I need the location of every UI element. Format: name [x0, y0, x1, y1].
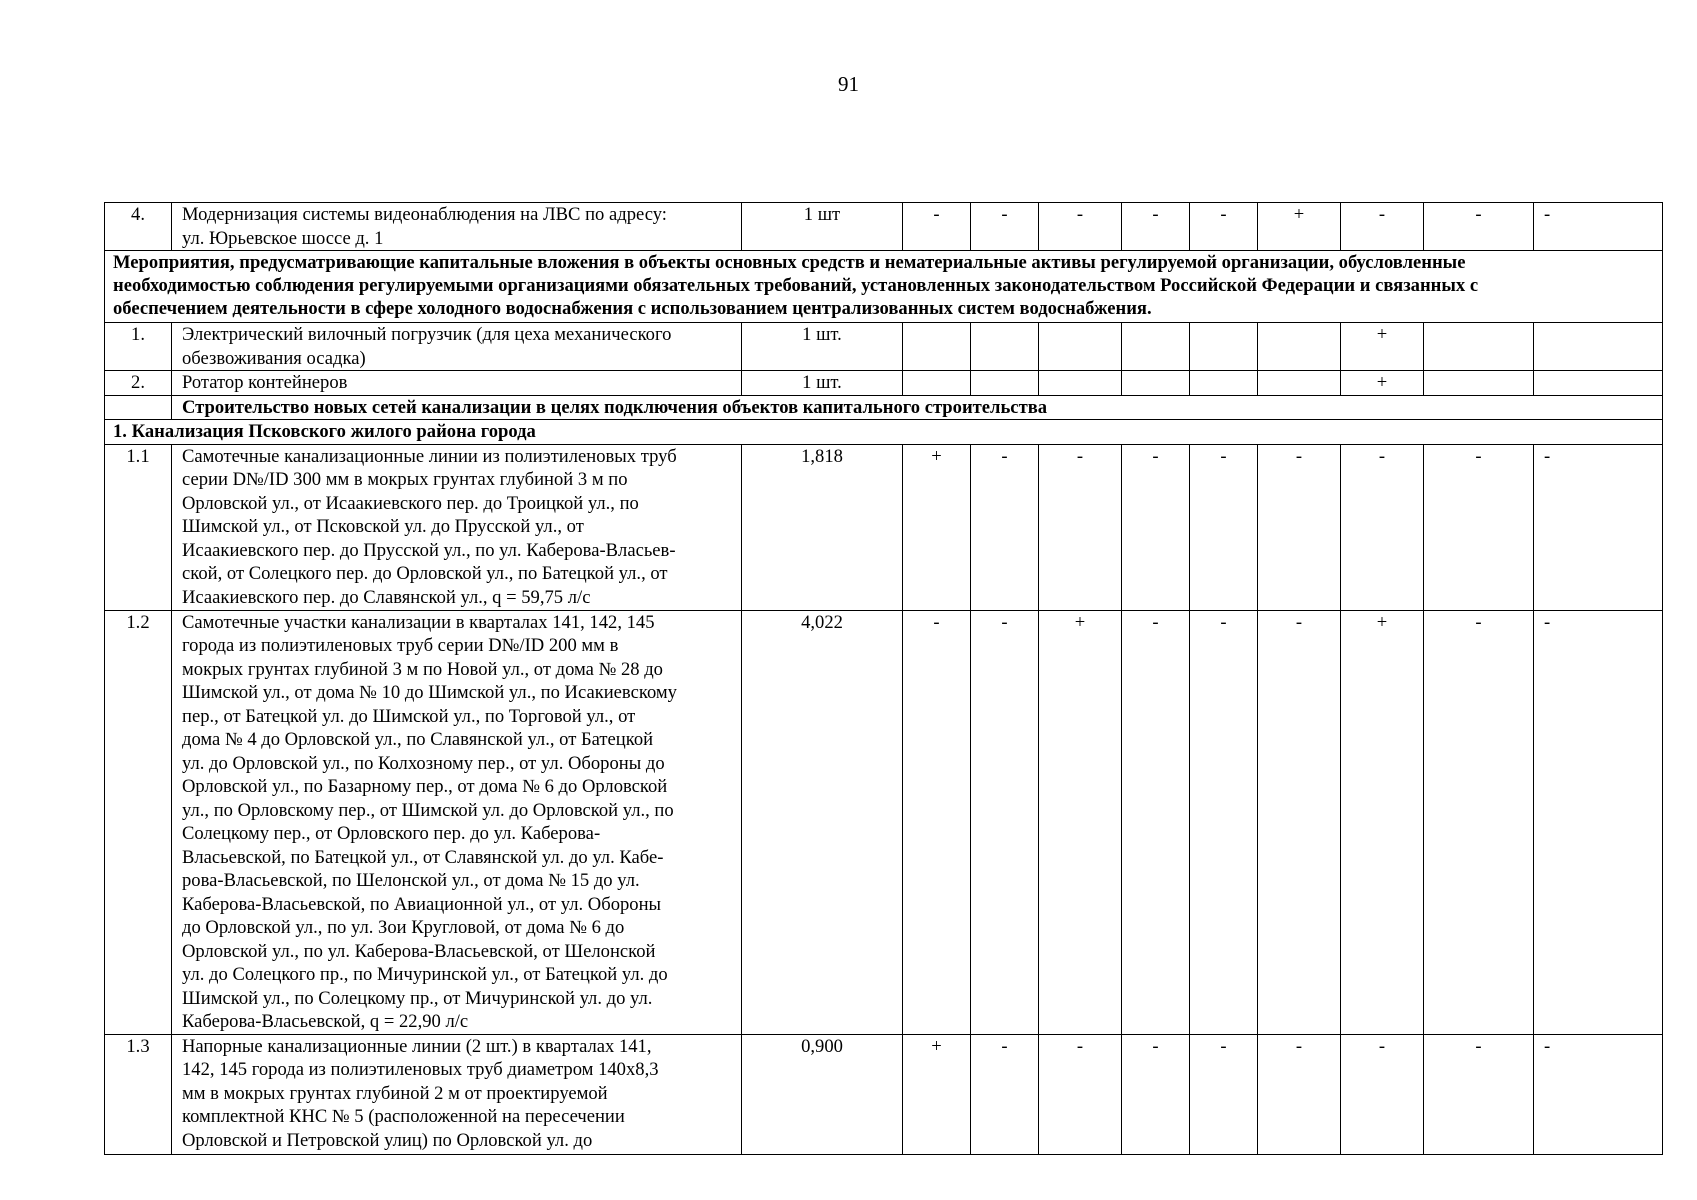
- year-mark-cell: -: [1424, 1034, 1534, 1154]
- year-mark-cell: -: [1258, 610, 1341, 1034]
- section-heading-line: Мероприятия, предусматривающие капитальные вложения в объекты основных средств и нематериальные активы регулируемой организации, обусловленные: [113, 252, 1466, 273]
- year-mark-cell: [903, 323, 971, 371]
- year-mark-cell: -: [1341, 203, 1424, 251]
- table-row: [105, 203, 1663, 251]
- description-line: ул. до Солецкого пр., по Мичуринской ул., от Батецкой ул. до: [182, 964, 668, 985]
- year-mark-cell: [1534, 323, 1663, 371]
- year-mark-cell: -: [1534, 1034, 1663, 1154]
- year-mark-cell: -: [1341, 1034, 1424, 1154]
- description-line: Электрический вилочный погрузчик (для цеха механического: [182, 324, 672, 345]
- description-line: Ротатор контейнеров: [182, 372, 348, 393]
- description-line: Орловской ул., от Исаакиевского пер. до Троицкой ул., по: [182, 492, 639, 514]
- item-description: [172, 610, 742, 1034]
- year-mark-cell: +: [1341, 610, 1424, 1034]
- year-mark-cell: [1122, 371, 1190, 396]
- description-line: Шимской ул., от Псковской ул. до Прусской ул., от: [182, 516, 584, 537]
- description-line: мокрых грунтах глубиной 3 м по Новой ул., от дома № 28 до: [182, 658, 663, 680]
- description-line: Власьевской, по Батецкой ул., от Славянской ул. до ул. Кабе-: [182, 846, 664, 868]
- table-row: [105, 323, 1663, 371]
- description-line: Каберова-Власьевской, по Авиационной ул., от ул. Обороны: [182, 893, 662, 915]
- year-mark-cell: [1258, 371, 1341, 396]
- year-mark-cell: -: [1424, 203, 1534, 251]
- year-mark-cell: [1424, 371, 1534, 396]
- investment-program-table: [104, 202, 1663, 1155]
- year-mark-cell: +: [903, 444, 971, 610]
- item-description: [172, 371, 742, 396]
- section-heading-row: [105, 251, 1663, 323]
- description-line: серии D№/ID 300 мм в мокрых грунтах глубиной 3 м по: [182, 469, 628, 490]
- year-mark-cell: [1039, 323, 1122, 371]
- row-number: 1.3: [105, 1034, 172, 1154]
- year-mark-cell: -: [1534, 610, 1663, 1034]
- year-mark-cell: -: [1039, 444, 1122, 610]
- year-mark-cell: [1424, 323, 1534, 371]
- item-quantity: 4,022: [742, 610, 903, 1034]
- year-mark-cell: [1190, 371, 1258, 396]
- section-heading: [105, 251, 1663, 323]
- item-quantity: 1 шт: [742, 203, 903, 251]
- year-mark-cell: -: [1122, 444, 1190, 610]
- year-mark-cell: [971, 371, 1039, 396]
- year-mark-cell: -: [1122, 203, 1190, 251]
- description-line: Орловской ул., по ул. Каберова-Власьевской, от Шелонской: [182, 940, 656, 962]
- item-quantity: 1 шт.: [742, 323, 903, 371]
- year-mark-cell: -: [1190, 1034, 1258, 1154]
- description-line: Модернизация системы видеонаблюдения на ЛВС по адресу:: [182, 204, 667, 225]
- description-line: Шимской ул., по Солецкому пр., от Мичуринской ул. до ул.: [182, 987, 653, 1009]
- item-quantity: 1,818: [742, 444, 903, 610]
- description-line: ул., по Орловскому пер., от Шимской ул. до Орловской ул., по: [182, 799, 674, 821]
- description-line: обезвоживания осадка): [182, 347, 366, 369]
- description-line: Исаакиевского пер. до Прусской ул., по ул. Каберова-Власьев-: [182, 539, 676, 561]
- table-row: [105, 371, 1663, 396]
- row-number: 1.1: [105, 444, 172, 610]
- row-number: 1.2: [105, 610, 172, 1034]
- description-line: мм в мокрых грунтах глубиной 2 м от проектируемой: [182, 1082, 608, 1104]
- year-mark-cell: +: [1341, 323, 1424, 371]
- year-mark-cell: -: [971, 1034, 1039, 1154]
- description-line: Самотечные участки канализации в кварталах 141, 142, 145: [182, 611, 655, 633]
- table-row: [105, 1034, 1663, 1154]
- description-line: Шимской ул., от дома № 10 до Шимской ул., по Исакиевскому: [182, 682, 677, 703]
- description-line: рова-Власьевской, по Шелонской ул., от дома № 15 до ул.: [182, 870, 640, 891]
- group-heading-row: [105, 420, 1663, 445]
- row-number: 1.: [105, 323, 172, 371]
- group-heading: 1. Канализация Псковского жилого района города: [105, 420, 1663, 445]
- item-quantity: 1 шт.: [742, 371, 903, 396]
- row-number: 4.: [105, 203, 172, 251]
- description-line: города из полиэтиленовых труб серии D№/ID 200 мм в: [182, 635, 619, 656]
- description-line: Орловской и Петровской улиц) по Орловской ул. до: [182, 1129, 593, 1151]
- description-line: ул. Юрьевское шоссе д. 1: [182, 227, 384, 249]
- year-mark-cell: +: [1258, 203, 1341, 251]
- year-mark-cell: -: [1424, 610, 1534, 1034]
- table-row: [105, 444, 1663, 610]
- description-line: 142, 145 города из полиэтиленовых труб диаметром 140х8,3: [182, 1059, 659, 1080]
- year-mark-cell: -: [971, 444, 1039, 610]
- year-mark-cell: -: [1424, 444, 1534, 610]
- year-mark-cell: -: [1534, 203, 1663, 251]
- year-mark-cell: +: [1039, 610, 1122, 1034]
- year-mark-cell: [903, 371, 971, 396]
- year-mark-cell: -: [1190, 610, 1258, 1034]
- year-mark-cell: -: [1258, 1034, 1341, 1154]
- year-mark-cell: -: [1039, 1034, 1122, 1154]
- year-mark-cell: -: [1122, 1034, 1190, 1154]
- year-mark-cell: -: [1341, 444, 1424, 610]
- year-mark-cell: +: [1341, 371, 1424, 396]
- section-heading-line: необходимостью соблюдения регулируемыми организациями обязательных требований, установленных законодательством Российской Федерации и связанных с: [113, 275, 1479, 296]
- description-line: ской, от Солецкого пер. до Орловской ул., по Батецкой ул., от: [182, 563, 668, 584]
- year-mark-cell: +: [903, 1034, 971, 1154]
- empty-cell: [105, 395, 172, 420]
- year-mark-cell: [971, 323, 1039, 371]
- year-mark-cell: -: [1190, 203, 1258, 251]
- section-heading-line: обеспечением деятельности в сфере холодного водоснабжения с использованием централизованных систем водоснабжения.: [113, 298, 1152, 319]
- description-line: Орловской ул., по Базарному пер., от дома № 6 до Орловской: [182, 776, 668, 797]
- item-description: [172, 444, 742, 610]
- year-mark-cell: [1534, 371, 1663, 396]
- description-line: пер., от Батецкой ул. до Шимской ул., по Торговой ул., от: [182, 705, 636, 727]
- year-mark-cell: -: [903, 203, 971, 251]
- item-description: [172, 203, 742, 251]
- year-mark-cell: [1122, 323, 1190, 371]
- year-mark-cell: -: [903, 610, 971, 1034]
- page-number: 91: [838, 72, 859, 96]
- description-line: дома № 4 до Орловской ул., по Славянской ул., от Батецкой: [182, 729, 654, 750]
- year-mark-cell: [1258, 323, 1341, 371]
- description-line: до Орловской ул., по ул. Зои Кругловой, от дома № 6 до: [182, 917, 625, 938]
- year-mark-cell: -: [1534, 444, 1663, 610]
- item-description: [172, 323, 742, 371]
- year-mark-cell: -: [971, 203, 1039, 251]
- row-number: 2.: [105, 371, 172, 396]
- description-line: комплектной КНС № 5 (расположенной на пересечении: [182, 1106, 625, 1127]
- description-line: Самотечные канализационные линии из полиэтиленовых труб: [182, 445, 677, 467]
- year-mark-cell: -: [1122, 610, 1190, 1034]
- table-row: [105, 610, 1663, 1034]
- description-line: Исаакиевского пер. до Славянской ул., q = 59,75 л/с: [182, 586, 591, 608]
- item-quantity: 0,900: [742, 1034, 903, 1154]
- description-line: Напорные канализационные линии (2 шт.) в кварталах 141,: [182, 1035, 652, 1057]
- year-mark-cell: -: [971, 610, 1039, 1034]
- year-mark-cell: -: [1190, 444, 1258, 610]
- table-body: [105, 203, 1663, 1155]
- year-mark-cell: -: [1039, 203, 1122, 251]
- year-mark-cell: [1039, 371, 1122, 396]
- subsection-heading-row: [105, 395, 1663, 420]
- year-mark-cell: [1190, 323, 1258, 371]
- description-line: ул. до Орловской ул., по Колхозному пер., от ул. Обороны до: [182, 752, 665, 774]
- subsection-heading: Строительство новых сетей канализации в целях подключения объектов капитального строительства: [172, 395, 1663, 420]
- description-line: Солецкому пер., от Орловского пер. до ул. Каберова-: [182, 823, 601, 844]
- year-mark-cell: -: [1258, 444, 1341, 610]
- item-description: [172, 1034, 742, 1154]
- description-line: Каберова-Власьевской, q = 22,90 л/с: [182, 1011, 469, 1032]
